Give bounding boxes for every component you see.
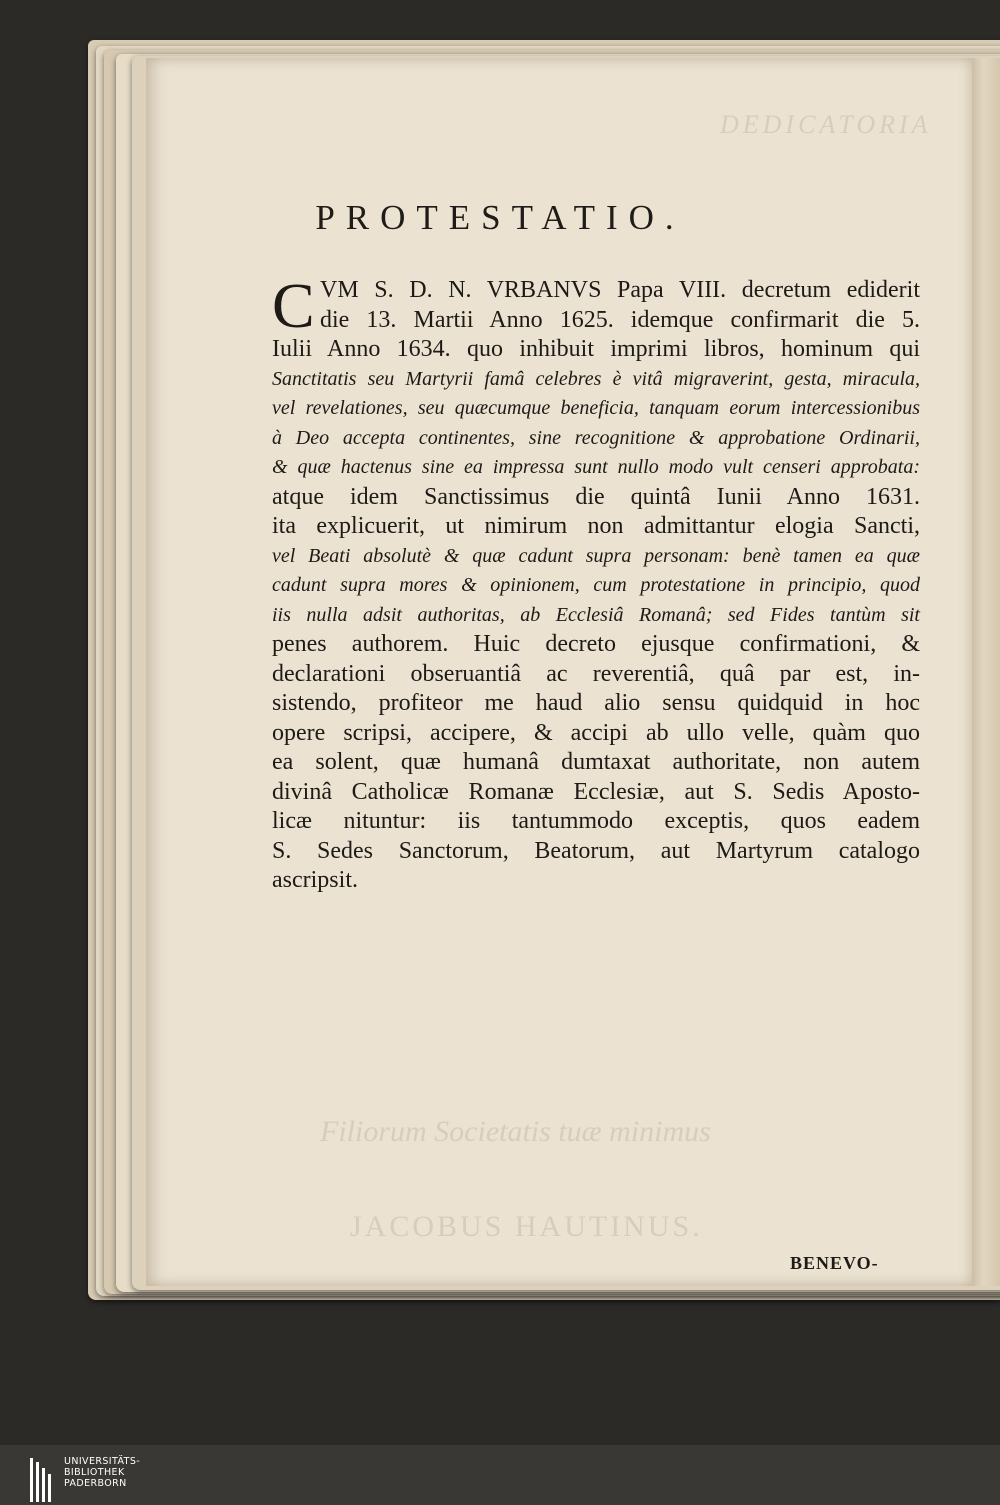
text-line: die 13. Martii Anno 1625. idemque confirmarit die 5. xyxy=(320,306,920,333)
library-name-line: BIBLIOTHEK xyxy=(64,1467,125,1478)
text-line: licæ nituntur: iis tantummodo exceptis, quos eadem xyxy=(272,808,920,834)
text-line: Iulii Anno 1634. quo inhibuit imprimi libros, hominum qui xyxy=(272,336,920,362)
text-line: Sanctitatis seu Martyrii famâ celebres è vitâ migraverint, gesta, miracula, xyxy=(272,367,920,390)
text-line: vel Beati absolutè & quæ cadunt supra personam: benè tamen ea quæ xyxy=(272,544,920,567)
library-name-line: PADERBORN xyxy=(64,1478,127,1489)
text-line: iis nulla adsit authoritas, ab Ecclesiâ Romanâ; sed Fides tantùm sit xyxy=(272,603,920,626)
text-line: sistendo, profiteor me haud alio sensu quidquid in hoc xyxy=(272,690,920,716)
protestatio-text xyxy=(272,270,920,896)
text-line: penes authorem. Huic decreto ejusque confirmationi, & xyxy=(272,631,920,657)
text-line: ascripsit. xyxy=(272,867,358,893)
text-line: ea solent, quæ humanâ dumtaxat authoritate, non autem xyxy=(272,749,920,775)
text-line: atque idem Sanctissimus die quintâ Iunii Anno 1631. xyxy=(272,483,920,510)
text-line: à Deo accepta continentes, sine recognitione & approbatione Ordinarii, xyxy=(272,426,920,449)
library-name-line: UNIVERSITÄTS- xyxy=(64,1456,141,1467)
text-line: divinâ Catholicæ Romanæ Ecclesiæ, aut S. Sedis Aposto- xyxy=(272,778,920,805)
catchword: BENEVO- xyxy=(790,1253,879,1273)
text-line: cadunt supra mores & opinionem, cum protestatione in principio, quod xyxy=(272,574,920,596)
book-gutter xyxy=(972,58,1000,1286)
page-title: PROTESTATIO. xyxy=(315,198,685,237)
text-line: S. Sedes Sanctorum, Beatorum, aut Martyrum catalogo xyxy=(272,837,920,864)
text-line: opere scripsi, accipere, & accipi ab ullo velle, quàm quo xyxy=(272,719,920,746)
text-line: & quæ hactenus sine ea impressa sunt nullo modo vult censeri approbata: xyxy=(272,456,920,478)
drop-cap: C xyxy=(272,270,315,341)
footer-bar xyxy=(0,1445,1000,1505)
text-line: ita explicuerit, ut nimirum non admittantur elogia Sancti, xyxy=(272,513,920,539)
library-logo-icon xyxy=(30,1458,56,1502)
library-name xyxy=(64,1456,140,1489)
text-line: VM S. D. N. VRBANVS Papa VIII. decretum ediderit xyxy=(320,277,920,303)
text-line: vel revelationes, seu quæcumque beneficia, tanquam eorum intercessionibus xyxy=(272,397,920,419)
text-line: declarationi obseruantiâ ac reverentiâ, quâ par est, in- xyxy=(272,660,920,687)
